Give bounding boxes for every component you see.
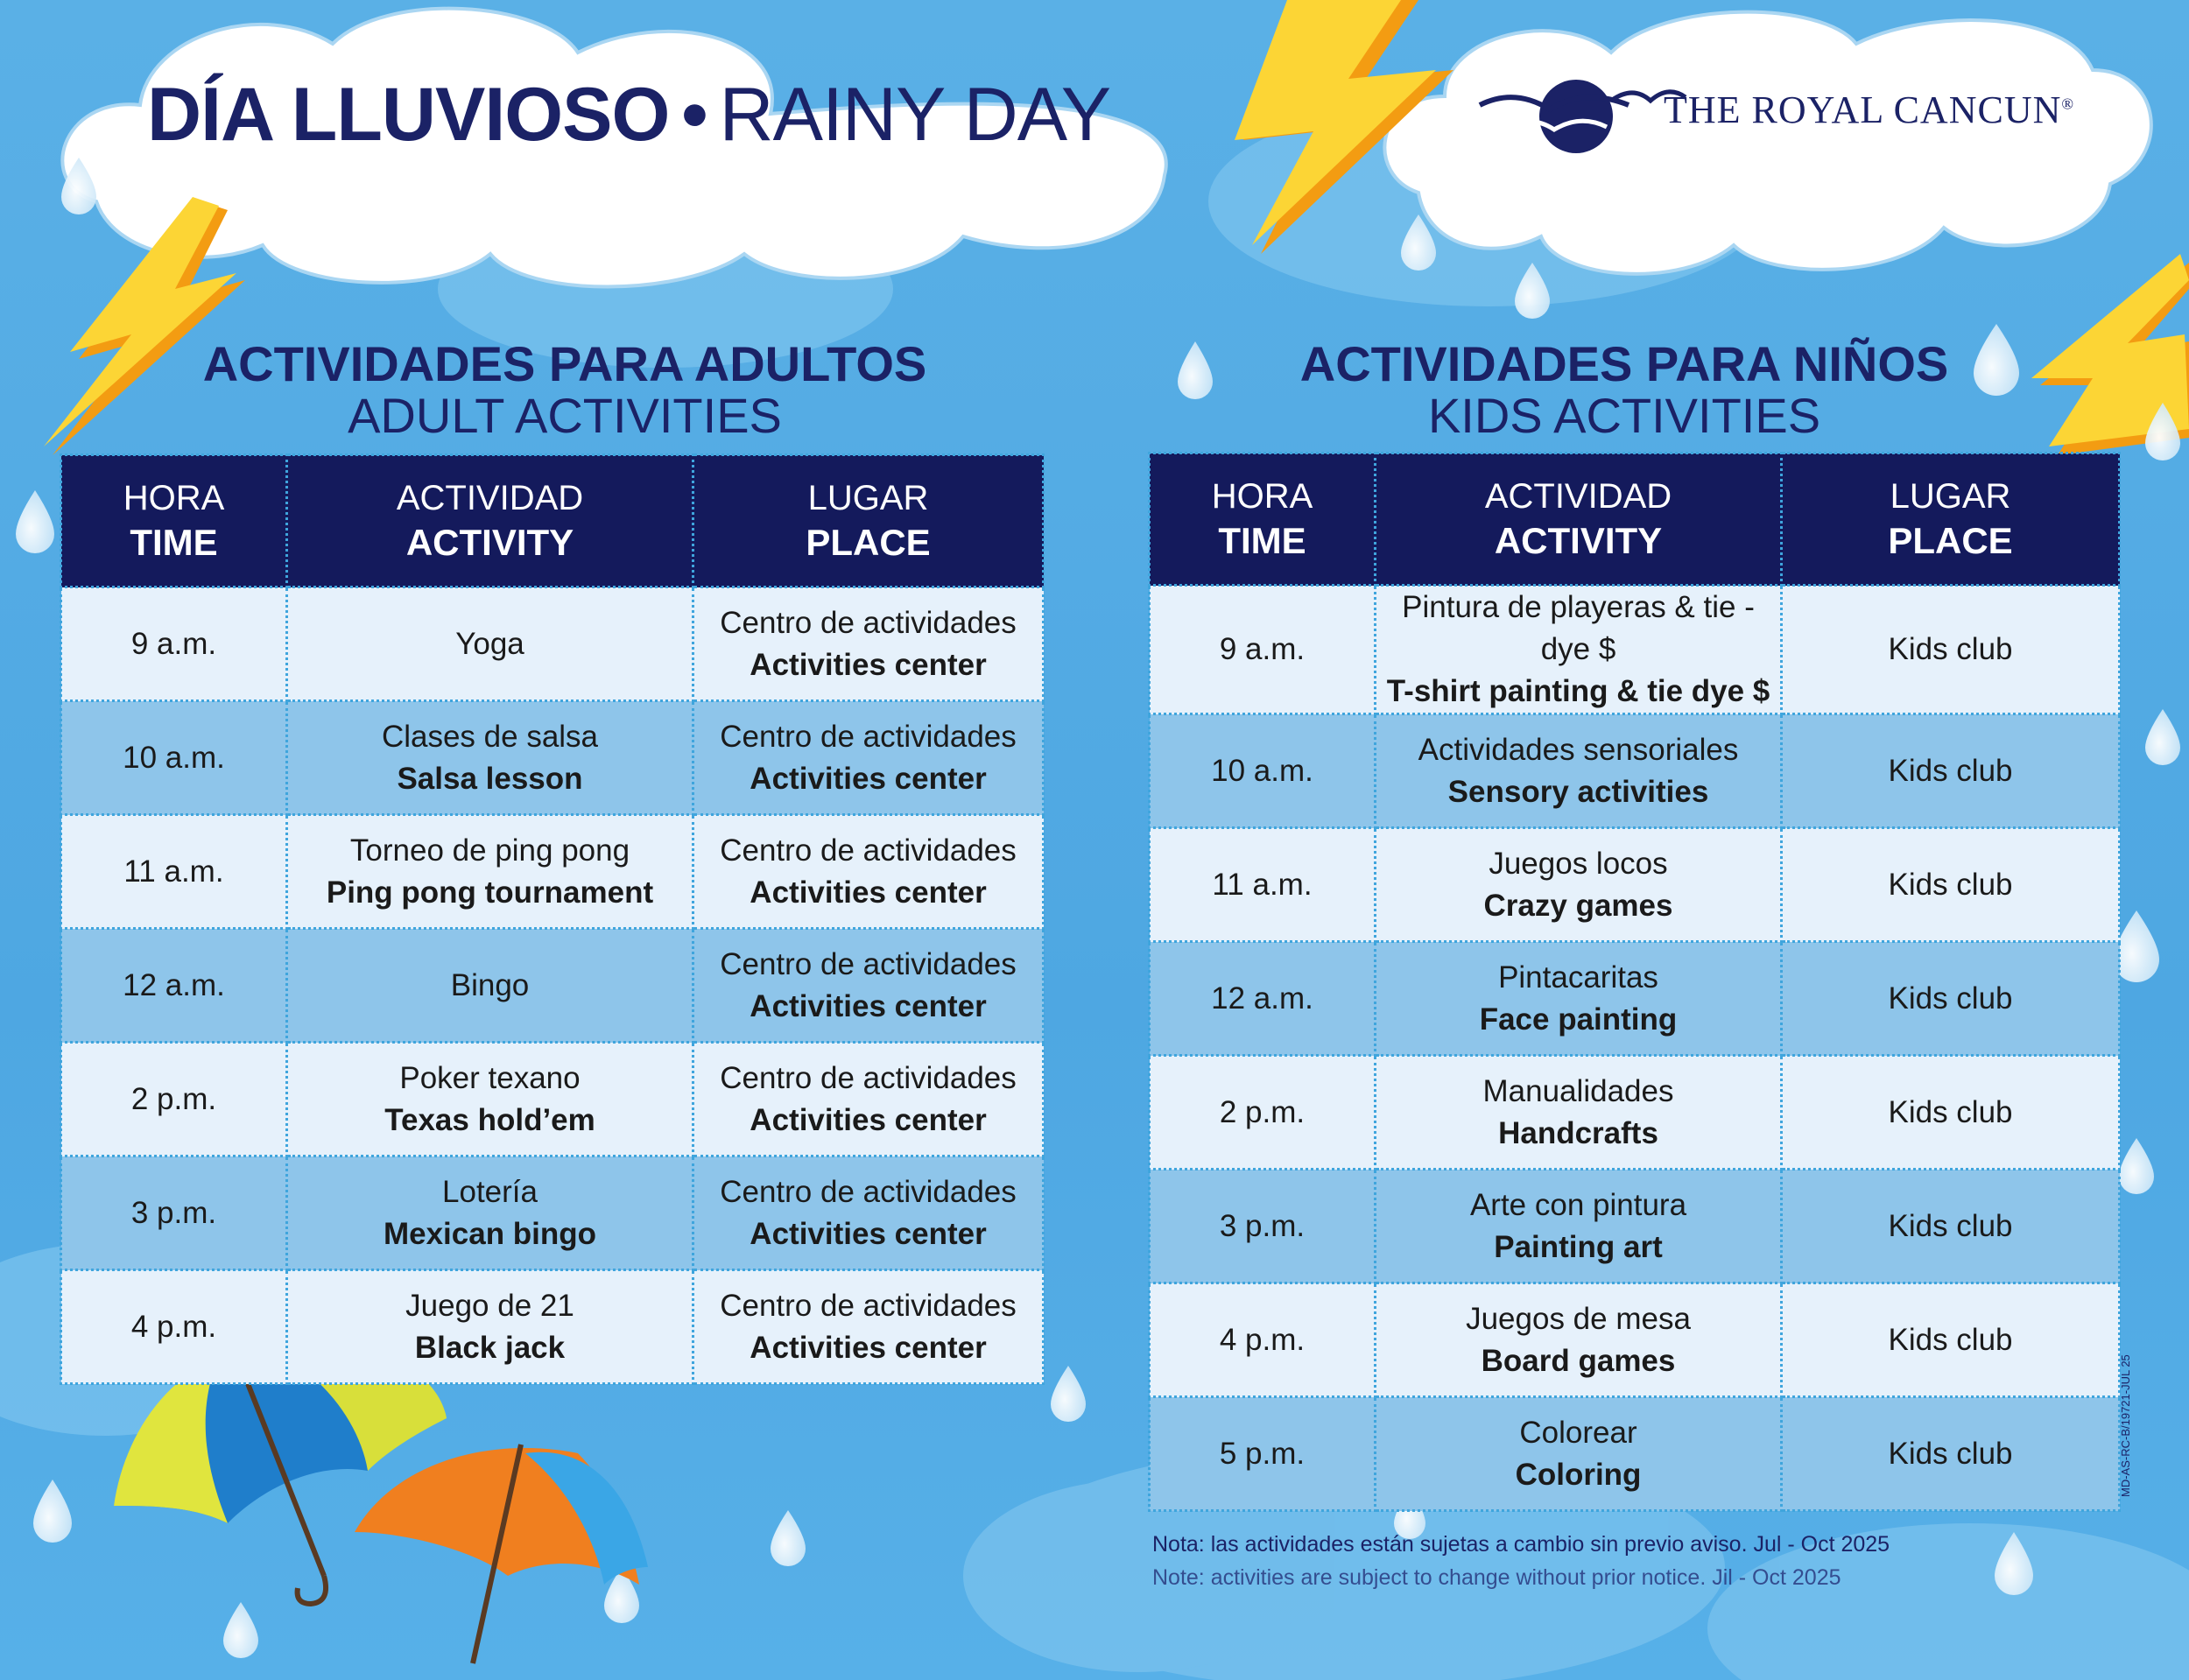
- table-row: [61, 1156, 1044, 1270]
- place-es: Centro de actividades: [720, 719, 1017, 754]
- place-en: Activities center: [750, 1216, 987, 1251]
- activity-cell: [287, 587, 693, 701]
- header-en: PLACE: [806, 522, 931, 563]
- place-en: Activities center: [750, 988, 987, 1023]
- time-text: 12 a.m.: [1211, 981, 1313, 1016]
- time-text: 11 a.m.: [123, 854, 224, 889]
- activity-en: Board games: [1481, 1343, 1676, 1378]
- activity-cell: [287, 815, 693, 929]
- page-title: [147, 72, 1110, 158]
- title-spanish: DÍA LLUVIOSO: [147, 73, 670, 157]
- activity-cell: [1376, 942, 1782, 1056]
- place-cell: [1782, 1397, 2120, 1511]
- place-en: Activities center: [750, 1330, 987, 1365]
- time-cell: [1150, 714, 1376, 828]
- activity-en: Handcrafts: [1498, 1115, 1658, 1150]
- time-text: 3 p.m.: [1219, 1208, 1306, 1243]
- umbrella-icon: [355, 1445, 648, 1663]
- place-text: Kids club: [1888, 1094, 2013, 1129]
- header-es: ACTIVIDAD: [396, 479, 584, 517]
- place-es: Centro de actividades: [720, 1060, 1017, 1095]
- header-en: TIME: [1218, 520, 1306, 561]
- table-row: [61, 1270, 1044, 1384]
- activity-es: Manualidades: [1482, 1073, 1674, 1108]
- place-cell: [693, 929, 1044, 1043]
- activity-en: Ping pong tournament: [326, 875, 654, 910]
- place-cell: [1782, 1056, 2120, 1170]
- place-text: Kids club: [1888, 1322, 2013, 1357]
- adults-header-time: [61, 455, 287, 587]
- place-en: Activities center: [750, 1102, 987, 1137]
- document-code: MD-AS-RC-B/19721-JUL 25: [2119, 1354, 2132, 1497]
- place-es: Centro de actividades: [720, 946, 1017, 981]
- place-cell: [1782, 714, 2120, 828]
- activity-en: Sensory activities: [1447, 774, 1709, 809]
- table-row: [1150, 1397, 2120, 1511]
- activity-es: Torneo de ping pong: [349, 833, 630, 868]
- title-separator: •: [681, 73, 707, 157]
- activity-es: Juegos locos: [1489, 846, 1668, 881]
- header-es: LUGAR: [1890, 477, 2011, 516]
- time-cell: [61, 929, 287, 1043]
- adults-header-place: [693, 455, 1044, 587]
- activity-es: Juegos de mesa: [1466, 1301, 1691, 1336]
- header-en: ACTIVITY: [405, 522, 574, 563]
- activity-en: Texas hold’em: [384, 1102, 595, 1137]
- table-row: [61, 1043, 1044, 1156]
- table-row: [61, 815, 1044, 929]
- time-cell: [61, 1156, 287, 1270]
- time-cell: [1150, 1056, 1376, 1170]
- activity-es: Pintacaritas: [1498, 959, 1658, 995]
- time-cell: [1150, 586, 1376, 714]
- place-cell: [693, 587, 1044, 701]
- time-text: 2 p.m.: [130, 1081, 217, 1116]
- place-cell: [1782, 828, 2120, 942]
- header-es: HORA: [1211, 477, 1313, 516]
- activity-en: Coloring: [1515, 1457, 1642, 1492]
- place-cell: [693, 1270, 1044, 1384]
- place-es: Centro de actividades: [720, 1288, 1017, 1323]
- activity-cell: [287, 1043, 693, 1156]
- place-es: Centro de actividades: [720, 1174, 1017, 1209]
- kids-header-place: [1782, 453, 2120, 586]
- activity-cell: [1376, 1170, 1782, 1283]
- time-cell: [61, 587, 287, 701]
- activity-es: Actividades sensoriales: [1418, 732, 1739, 767]
- activity-es: Pintura de playeras & tie - dye $: [1402, 590, 1755, 666]
- activity-en: Mexican bingo: [383, 1216, 597, 1251]
- activity-es: Poker texano: [399, 1060, 581, 1095]
- activity-en: Salsa lesson: [397, 761, 583, 796]
- activity-es: Clases de salsa: [381, 719, 599, 754]
- table-row: [1150, 1056, 2120, 1170]
- header-es: HORA: [123, 479, 225, 517]
- activity-cell: [1376, 1056, 1782, 1170]
- adults-header-activity: [287, 455, 693, 587]
- activity-en: T-shirt painting & tie dye $: [1386, 674, 1770, 708]
- activity-cell: [287, 701, 693, 815]
- place-cell: [1782, 1283, 2120, 1397]
- place-en: Activities center: [750, 761, 987, 796]
- time-cell: [1150, 1397, 1376, 1511]
- activity-en: Crazy games: [1483, 888, 1673, 923]
- kids-title-english: KIDS ACTIVITIES: [1427, 388, 1821, 443]
- activity-es: Bingo: [450, 967, 530, 1002]
- time-text: 12 a.m.: [123, 967, 225, 1002]
- table-row: [61, 701, 1044, 815]
- place-cell: [693, 815, 1044, 929]
- place-cell: [693, 1043, 1044, 1156]
- place-cell: [1782, 586, 2120, 714]
- place-text: Kids club: [1888, 867, 2013, 902]
- time-text: 2 p.m.: [1219, 1094, 1306, 1129]
- table-row: [61, 929, 1044, 1043]
- place-cell: [1782, 942, 2120, 1056]
- adults-title-spanish: ACTIVIDADES PARA ADULTOS: [202, 336, 927, 391]
- activity-es: Colorear: [1519, 1415, 1637, 1450]
- kids-schedule-table: [1148, 452, 2121, 1512]
- activity-cell: [1376, 714, 1782, 828]
- note-spanish: Nota: las actividades están sujetas a cambio sin previo aviso. Jul - Oct 2025: [1152, 1532, 1890, 1557]
- table-row: [1150, 714, 2120, 828]
- place-cell: [1782, 1170, 2120, 1283]
- place-text: Kids club: [1888, 1208, 2013, 1243]
- place-text: Kids club: [1888, 753, 2013, 788]
- activity-en: Painting art: [1494, 1229, 1663, 1264]
- time-cell: [1150, 942, 1376, 1056]
- cloud-icon: [1384, 12, 2150, 274]
- title-english: RAINY DAY: [719, 73, 1111, 157]
- table-row: [1150, 586, 2120, 714]
- activity-en: Black jack: [414, 1330, 566, 1365]
- activity-cell: [1376, 586, 1782, 714]
- time-cell: [1150, 1170, 1376, 1283]
- time-cell: [1150, 828, 1376, 942]
- place-text: Kids club: [1888, 981, 2013, 1016]
- table-row: [1150, 828, 2120, 942]
- place-text: Kids club: [1888, 1436, 2013, 1471]
- time-text: 10 a.m.: [123, 740, 225, 775]
- place-es: Centro de actividades: [720, 605, 1017, 640]
- kids-header-row: [1150, 453, 2120, 586]
- place-en: Activities center: [750, 647, 987, 682]
- place-en: Activities center: [750, 875, 987, 910]
- activity-cell: [287, 1156, 693, 1270]
- note-english: Note: activities are subject to change without prior notice. Jil - Oct 2025: [1152, 1565, 1841, 1590]
- time-cell: [61, 815, 287, 929]
- place-cell: [693, 701, 1044, 815]
- time-text: 11 a.m.: [1212, 867, 1313, 902]
- place-cell: [693, 1156, 1044, 1270]
- header-en: PLACE: [1888, 520, 2013, 561]
- time-cell: [61, 1270, 287, 1384]
- kids-header-time: [1150, 453, 1376, 586]
- activity-cell: [287, 929, 693, 1043]
- adults-section-title: [61, 336, 1068, 443]
- brand-name: THE ROYAL CANCUN: [1664, 88, 2062, 131]
- activity-cell: [287, 1270, 693, 1384]
- activity-es: Arte con pintura: [1469, 1187, 1687, 1222]
- time-cell: [1150, 1283, 1376, 1397]
- header-es: LUGAR: [807, 479, 929, 517]
- table-row: [61, 587, 1044, 701]
- time-text: 9 a.m.: [130, 626, 217, 661]
- time-text: 9 a.m.: [1219, 632, 1306, 666]
- activity-cell: [1376, 828, 1782, 942]
- table-row: [1150, 942, 2120, 1056]
- activity-cell: [1376, 1283, 1782, 1397]
- disclaimer-note: [1152, 1528, 1890, 1594]
- activity-es: Lotería: [442, 1174, 538, 1209]
- adults-schedule-table: [60, 453, 1045, 1385]
- header-es: ACTIVIDAD: [1484, 477, 1672, 516]
- activity-cell: [1376, 1397, 1782, 1511]
- activity-es: Yoga: [455, 626, 524, 661]
- time-text: 4 p.m.: [130, 1309, 217, 1344]
- adults-header-row: [61, 455, 1044, 587]
- brand-logo: [1664, 88, 2074, 132]
- place-text: Kids club: [1888, 632, 2013, 666]
- kids-section-title: [1147, 336, 2101, 443]
- time-text: 5 p.m.: [1219, 1436, 1306, 1471]
- brand-registered-mark: ®: [2061, 95, 2075, 113]
- kids-header-activity: [1376, 453, 1782, 586]
- time-text: 10 a.m.: [1211, 753, 1313, 788]
- activity-en: Face painting: [1479, 1002, 1678, 1037]
- time-cell: [61, 701, 287, 815]
- time-cell: [61, 1043, 287, 1156]
- adults-title-english: ADULT ACTIVITIES: [348, 388, 782, 443]
- header-en: TIME: [130, 522, 218, 563]
- activity-es: Juego de 21: [405, 1288, 574, 1323]
- time-text: 4 p.m.: [1219, 1322, 1306, 1357]
- table-row: [1150, 1170, 2120, 1283]
- table-row: [1150, 1283, 2120, 1397]
- kids-title-spanish: ACTIVIDADES PARA NIÑOS: [1299, 336, 1949, 391]
- place-es: Centro de actividades: [720, 833, 1017, 868]
- header-en: ACTIVITY: [1494, 520, 1663, 561]
- time-text: 3 p.m.: [130, 1195, 217, 1230]
